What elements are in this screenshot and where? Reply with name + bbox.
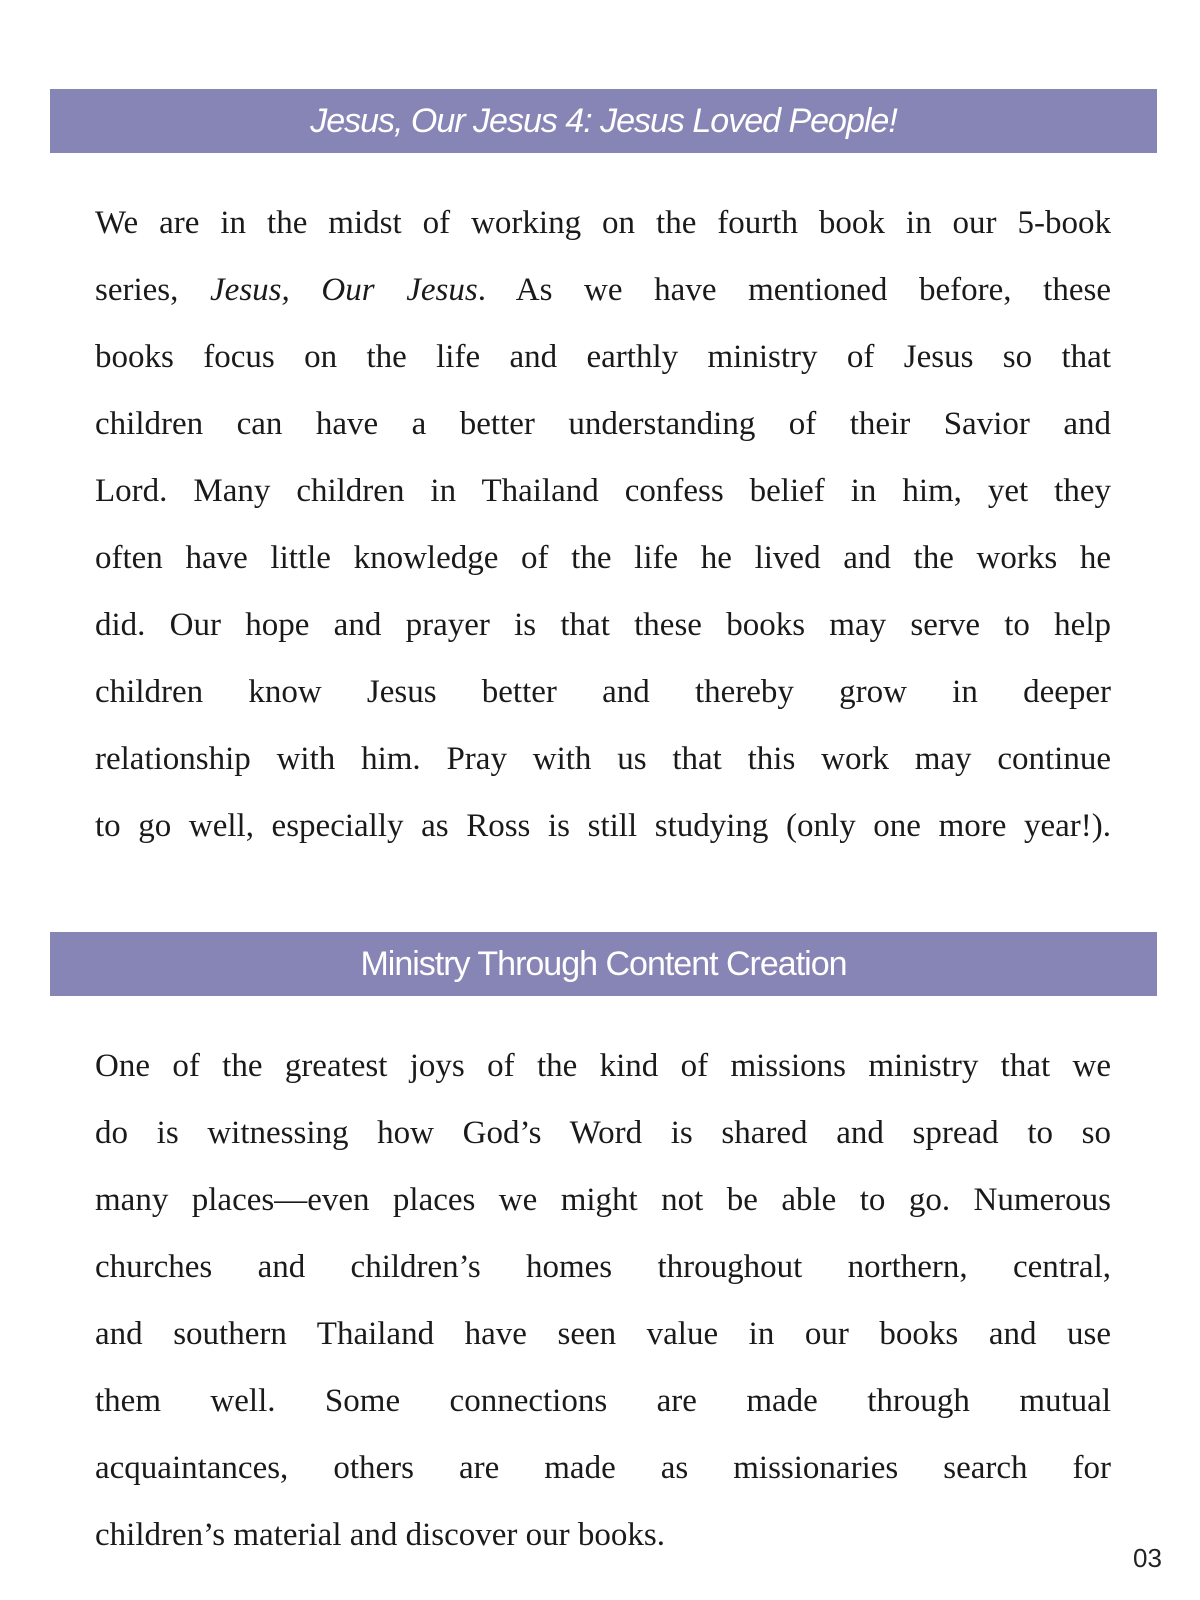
text-line: One of the greatest joys of the kind of missions ministry that we	[95, 1048, 1111, 1084]
text-line: children can have a better understanding of their Savior and	[95, 406, 1111, 442]
text-span: series,	[95, 272, 211, 308]
text-line: them well. Some connections are made through mutual	[95, 1383, 1111, 1419]
text-line: many places—even places we might not be able to go. Numerous	[95, 1182, 1111, 1218]
text-line: relationship with him. Pray with us that this work may continue	[95, 741, 1111, 777]
paragraph-jesus-our-jesus	[95, 190, 1111, 860]
text-line: did. Our hope and prayer is that these books may serve to help	[95, 607, 1111, 643]
page-number: 03	[1133, 1543, 1162, 1573]
text-line: and southern Thailand have seen value in our books and use	[95, 1316, 1111, 1352]
text-line: books focus on the life and earthly ministry of Jesus so that	[95, 339, 1111, 375]
text-line: children’s material and discover our books.	[95, 1517, 666, 1553]
text-line: children know Jesus better and thereby grow in deeper	[95, 674, 1111, 710]
text-span: . As we have mentioned before, these	[477, 272, 1111, 308]
section-heading-content-creation: Ministry Through Content Creation	[50, 932, 1157, 996]
text-line: often have little knowledge of the life he lived and the works he	[95, 540, 1111, 576]
text-line	[95, 257, 1111, 324]
paragraph-content-creation	[95, 1033, 1111, 1569]
text-line: do is witnessing how God’s Word is shared and spread to so	[95, 1115, 1111, 1151]
text-line: Lord. Many children in Thailand confess belief in him, yet they	[95, 473, 1111, 509]
text-line: We are in the midst of working on the fourth book in our 5-book	[95, 205, 1111, 241]
text-line: churches and children’s homes throughout northern, central,	[95, 1249, 1111, 1285]
section-heading-jesus-our-jesus: Jesus, Our Jesus 4: Jesus Loved People!	[50, 89, 1157, 153]
text-line: acquaintances, others are made as missionaries search for	[95, 1450, 1111, 1486]
text-line: to go well, especially as Ross is still studying (only one more year!).	[95, 808, 1111, 844]
book-title: Jesus, Our Jesus	[210, 272, 478, 308]
